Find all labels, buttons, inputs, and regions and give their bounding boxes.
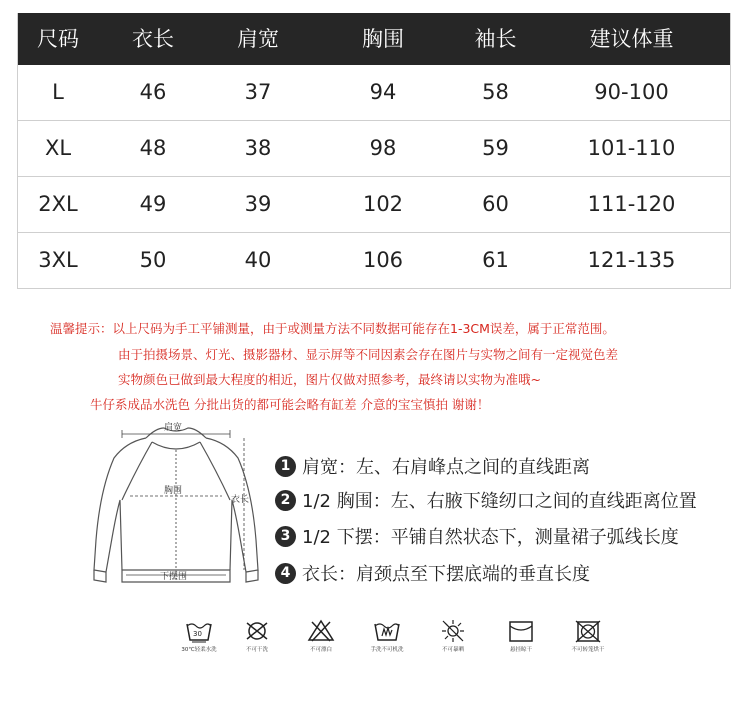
table-row	[18, 121, 730, 177]
label-chest: 胸围	[164, 486, 183, 496]
label-hem: 下摆围	[160, 572, 188, 582]
cell-shoulder: 39	[244, 192, 272, 216]
cell-sleeve: 61	[482, 248, 509, 272]
no-sun-icon	[438, 618, 468, 644]
care-hand-wash	[352, 618, 422, 660]
cell-length: 49	[139, 192, 167, 216]
care-label: 不可暴晒	[441, 647, 464, 653]
no-tumble-dry-icon	[573, 618, 603, 644]
table-header	[18, 13, 730, 65]
cell-length: 48	[139, 136, 167, 160]
cell-weight: 121-135	[587, 248, 676, 272]
svg-text:30: 30	[193, 630, 202, 638]
cell-length: 46	[139, 80, 167, 104]
header-chest: 胸围	[362, 27, 404, 51]
jacket-diagram	[86, 420, 266, 595]
measurement-number: 3	[275, 526, 296, 547]
jacket-outline-icon	[86, 420, 266, 595]
care-label: 手洗不可机洗	[370, 647, 404, 653]
cell-shoulder: 38	[244, 136, 272, 160]
cell-size: L	[52, 80, 64, 104]
table-row	[18, 65, 730, 121]
cell-length: 50	[139, 248, 167, 272]
cell-sleeve: 59	[482, 136, 509, 160]
measurement-item	[275, 486, 697, 514]
cell-sleeve: 58	[482, 80, 509, 104]
header-weight: 建议体重	[589, 27, 674, 51]
size-table	[17, 13, 731, 289]
label-shoulder: 肩宽	[164, 423, 183, 433]
care-label: 不可转笼烘干	[571, 647, 605, 653]
label-length: 衣长	[231, 495, 250, 505]
measurement-number: 4	[275, 563, 296, 584]
cell-chest: 94	[369, 80, 397, 104]
cell-size: 2XL	[38, 192, 78, 216]
care-no-tumble-dry	[553, 618, 623, 660]
hang-dry-icon	[506, 618, 536, 644]
care-label: 30℃轻柔水洗	[181, 647, 217, 653]
measurement-text: 衣长：肩颈点至下摆底端的垂直长度	[302, 564, 590, 585]
cell-size: 3XL	[38, 248, 78, 272]
note-line-3: 实物颜色已做到最大程度的相近，图片仅做对照参考，最终请以实物为准哦~	[118, 372, 541, 387]
cell-size: XL	[44, 136, 72, 160]
cell-shoulder: 37	[244, 80, 272, 104]
table-row	[18, 177, 730, 233]
care-label: 不可干洗	[245, 647, 268, 653]
measurement-text: 1/2 下摆：平铺自然状态下，测量裙子弧线长度	[302, 527, 679, 548]
measurement-item	[275, 522, 679, 550]
cell-chest: 98	[369, 136, 397, 160]
cell-shoulder: 40	[244, 248, 272, 272]
note-line-2: 由于拍摄场景、灯光、摄影器材、显示屏等不同因素会存在图片与实物之间有一定视觉色差	[118, 347, 619, 362]
care-no-sun	[418, 618, 488, 660]
cell-sleeve: 60	[482, 192, 509, 216]
header-shoulder: 肩宽	[237, 27, 279, 51]
note-line-4: 牛仔系成品水洗色 分批出货的都可能会略有缸差 介意的宝宝慎拍 谢谢！	[90, 397, 490, 412]
cell-weight: 90-100	[594, 80, 669, 104]
measurement-number: 1	[275, 456, 296, 477]
cell-chest: 102	[362, 192, 404, 216]
care-label: 不可漂白	[309, 647, 332, 653]
header-sleeve: 袖长	[474, 27, 517, 51]
measurement-item	[275, 559, 590, 587]
wash-30-icon	[184, 618, 214, 644]
care-no-dry-clean	[222, 618, 292, 660]
hand-wash-icon	[372, 618, 402, 644]
care-no-bleach	[286, 618, 356, 660]
cell-weight: 111-120	[587, 192, 676, 216]
measurement-text: 肩宽：左、右肩峰点之间的直线距离	[302, 457, 590, 478]
no-bleach-icon	[306, 618, 336, 644]
note-line-1: 温馨提示：以上尺码为手工平铺测量，由于或测量方法不同数据可能存在1-3CM误差，属于正常范围。	[50, 321, 615, 336]
measurement-item	[275, 452, 590, 480]
cell-weight: 101-110	[587, 136, 676, 160]
measurement-text: 1/2 胸围：左、右腋下缝纫口之间的直线距离位置	[302, 491, 697, 512]
care-hang-dry	[486, 618, 556, 660]
table-row	[18, 233, 730, 288]
header-length: 衣长	[132, 27, 174, 51]
cell-chest: 106	[362, 248, 404, 272]
header-size: 尺码	[37, 27, 79, 51]
care-label: 悬挂晾干	[509, 647, 532, 653]
no-dry-clean-icon	[242, 618, 272, 644]
measurement-number: 2	[275, 490, 296, 511]
